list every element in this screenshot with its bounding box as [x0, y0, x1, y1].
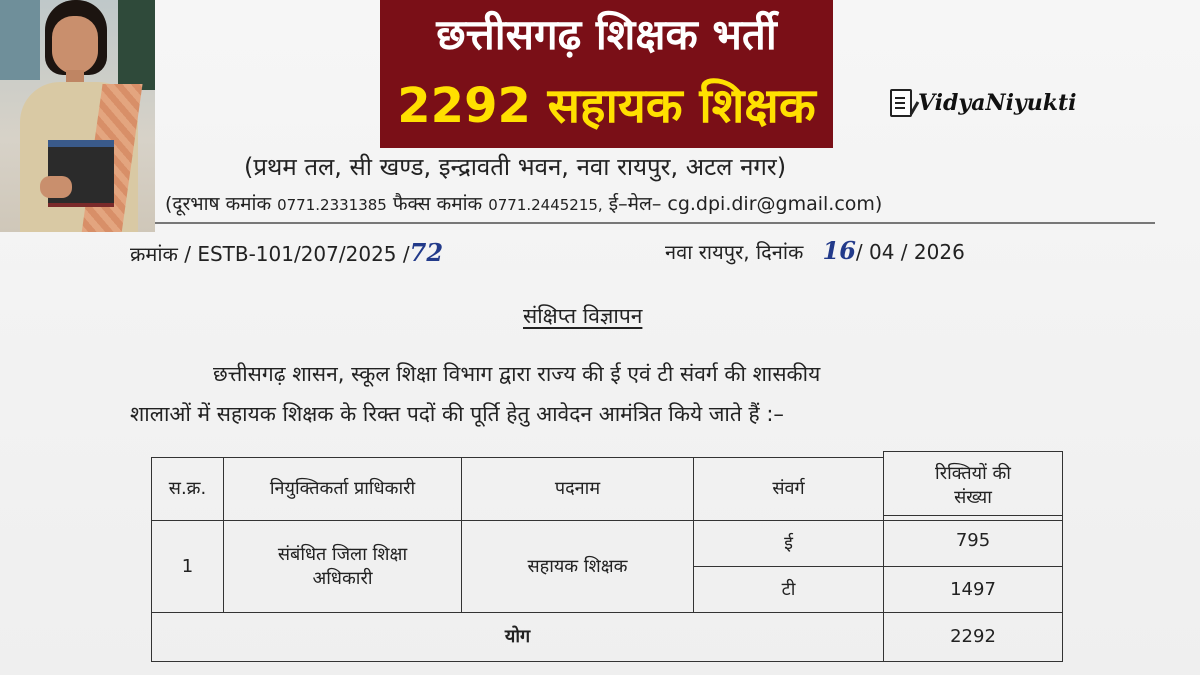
header-cadre: संवर्ग — [693, 457, 884, 521]
row-post: सहायक शिक्षक — [461, 520, 694, 613]
contact-line — [165, 190, 882, 216]
email-address[interactable]: cg.dpi.dir@gmail.com) — [667, 193, 883, 215]
total-value: 2292 — [883, 612, 1063, 662]
cadre-t: टी — [693, 566, 884, 613]
header-serial: स.क्र. — [151, 457, 224, 521]
face — [52, 16, 98, 74]
header-rule — [155, 222, 1155, 224]
row-authority: संबंधित जिला शिक्षा अधिकारी — [223, 520, 462, 613]
email-label: ई–मेल– — [608, 193, 662, 215]
reference-prefix: क्रमांक / ESTB-101/207/2025 / — [130, 242, 410, 266]
paragraph-line-2: शालाओं में सहायक शिक्षक के रिक्त पदों की पूर्ति हेतु आवेदन आमंत्रित किये जाते हैं :– — [130, 402, 784, 426]
banner-title: छत्तीसगढ़ शिक्षक भर्ती — [436, 10, 777, 59]
reference-number — [130, 238, 443, 267]
phone-label: (दूरभाष कमांक — [165, 193, 272, 215]
teacher-photo — [0, 0, 155, 232]
notice-heading: संक्षिप्त विज्ञापन — [523, 304, 643, 328]
phone-number: 0771.2331385 — [277, 196, 387, 214]
header-authority: नियुक्तिकर्ता प्राधिकारी — [223, 457, 462, 521]
hand — [40, 176, 72, 198]
fax-number: 0771.2445215, — [488, 196, 603, 214]
office-address: (प्रथम तल, सी खण्ड, इन्द्रावती भवन, नवा रायपुर, अटल नगर) — [244, 153, 787, 181]
row-serial: 1 — [151, 520, 224, 613]
fax-label: फैक्स कमांक — [392, 193, 483, 215]
logo-text: VidyaNiyukti — [918, 90, 1077, 116]
document-pen-icon — [890, 89, 912, 117]
banner-subtitle: 2292 सहायक शिक्षक — [397, 78, 816, 134]
site-logo[interactable] — [890, 86, 1076, 120]
header-vacancies: रिक्तियों की संख्या — [883, 451, 1063, 521]
vacancies-e: 795 — [883, 515, 1063, 567]
cadre-e: ई — [693, 520, 884, 567]
handwritten-number: 72 — [409, 238, 444, 267]
vacancies-t: 1497 — [883, 566, 1063, 613]
place-date-label: नवा रायपुर, दिनांक — [665, 240, 804, 264]
classroom-map — [0, 0, 40, 80]
total-label: योग — [151, 612, 884, 662]
date-month-year: / 04 / 2026 — [855, 240, 965, 264]
date-day: 16 — [822, 236, 856, 265]
title-banner — [380, 0, 833, 148]
chalkboard — [118, 0, 155, 90]
paragraph-line-1: छत्तीसगढ़ शासन, स्कूल शिक्षा विभाग द्वारा राज्य की ई एवं टी संवर्ग की शासकीय — [213, 362, 821, 386]
header-post: पदनाम — [461, 457, 694, 521]
place-date — [665, 236, 965, 265]
